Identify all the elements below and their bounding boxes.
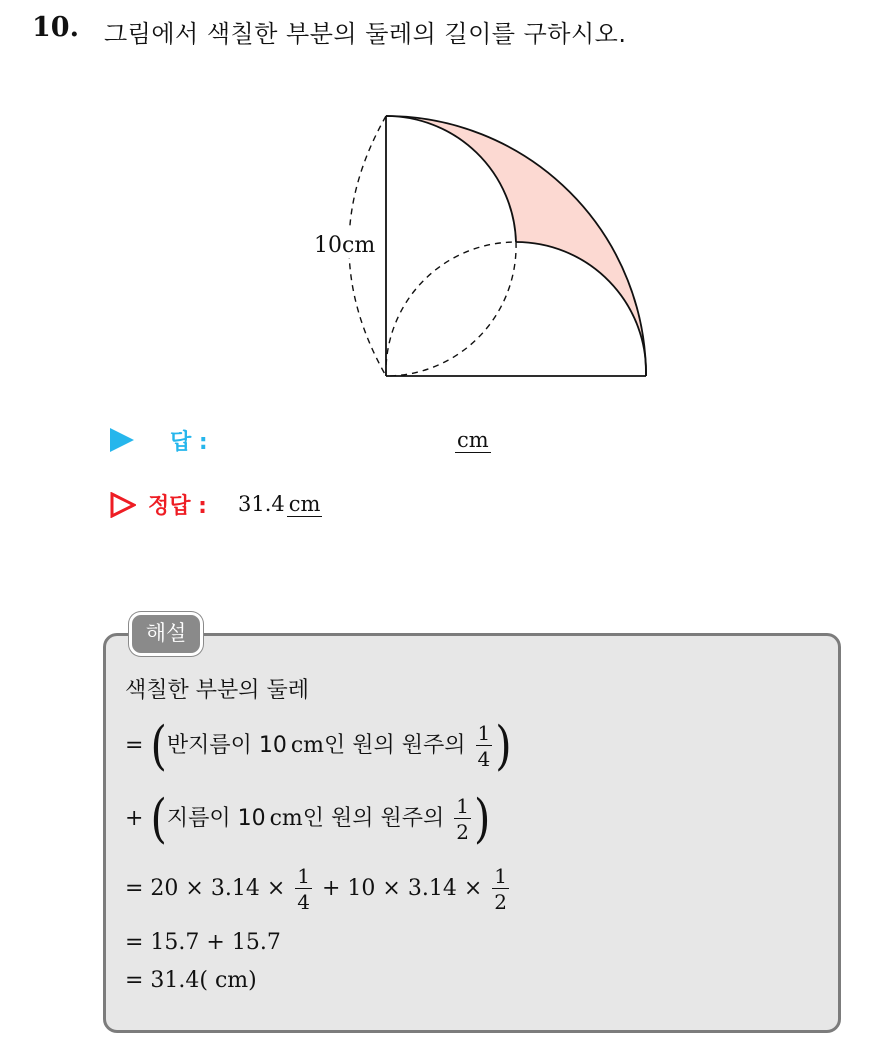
- fraction-one-quarter: $\frac{1}{4}$: [477, 721, 491, 771]
- close-paren: ): [474, 787, 491, 849]
- solution-line-3: [125, 787, 491, 849]
- correct-label: 정답 :: [148, 494, 207, 519]
- unit-cm: cm: [290, 733, 325, 758]
- solution-line-4: [125, 866, 512, 912]
- upper-semicircle-arc: [386, 116, 516, 242]
- answer-blank[interactable]: [455, 428, 491, 453]
- unit-cm: cm: [269, 806, 303, 831]
- quarter-circle-figure: [300, 100, 670, 390]
- question-number: 10.: [32, 12, 79, 43]
- fraction-one-half: $\frac{1}{2}$: [456, 794, 469, 844]
- solution-line-6: = 31.4( cm): [125, 968, 257, 993]
- open-paren: (: [150, 714, 167, 776]
- radius-text: 반지름이 10: [166, 733, 287, 758]
- open-paren: (: [150, 787, 167, 849]
- correct-answer-row: [110, 488, 530, 522]
- circumference-text: 인 원의 원주의: [302, 806, 445, 831]
- calc-part-a: = 20 × 3.14 ×: [125, 876, 286, 901]
- play-triangle-icon: [110, 428, 134, 452]
- correct-value: 31.4: [238, 492, 285, 516]
- answer-row: [110, 424, 530, 458]
- length-label: 10cm: [314, 233, 376, 258]
- plus-sign: +: [125, 806, 144, 831]
- question-text: 그림에서 색칠한 부분의 둘레의 길이를 구하시오.: [104, 20, 627, 48]
- dashed-right-semicircle-arc: [386, 242, 516, 376]
- dashed-upper-semicircle-arc: [386, 242, 516, 376]
- solution-line-2: [125, 714, 512, 776]
- solution-line-5: = 15.7 + 15.7: [125, 930, 281, 955]
- circumference-text: 인 원의 원주의: [324, 733, 466, 758]
- outline-triangle-icon: [110, 492, 136, 518]
- answer-unit: cm: [457, 428, 489, 452]
- solution-tab: 해설: [129, 612, 203, 656]
- correct-unit: cm: [288, 492, 321, 516]
- calc-part-b: + 10 × 3.14 ×: [322, 876, 483, 901]
- close-paren: ): [495, 714, 512, 776]
- answer-label: 답 :: [170, 430, 208, 455]
- fraction-a: $\frac{1}{4}$: [297, 864, 310, 914]
- correct-value-wrap: [238, 492, 322, 516]
- right-semicircle-arc: [516, 242, 646, 376]
- equals-sign: =: [125, 733, 144, 758]
- fraction-b: $\frac{1}{2}$: [494, 864, 507, 914]
- solution-line-1: 색칠한 부분의 둘레: [125, 678, 310, 703]
- diameter-text: 지름이 10: [166, 806, 266, 831]
